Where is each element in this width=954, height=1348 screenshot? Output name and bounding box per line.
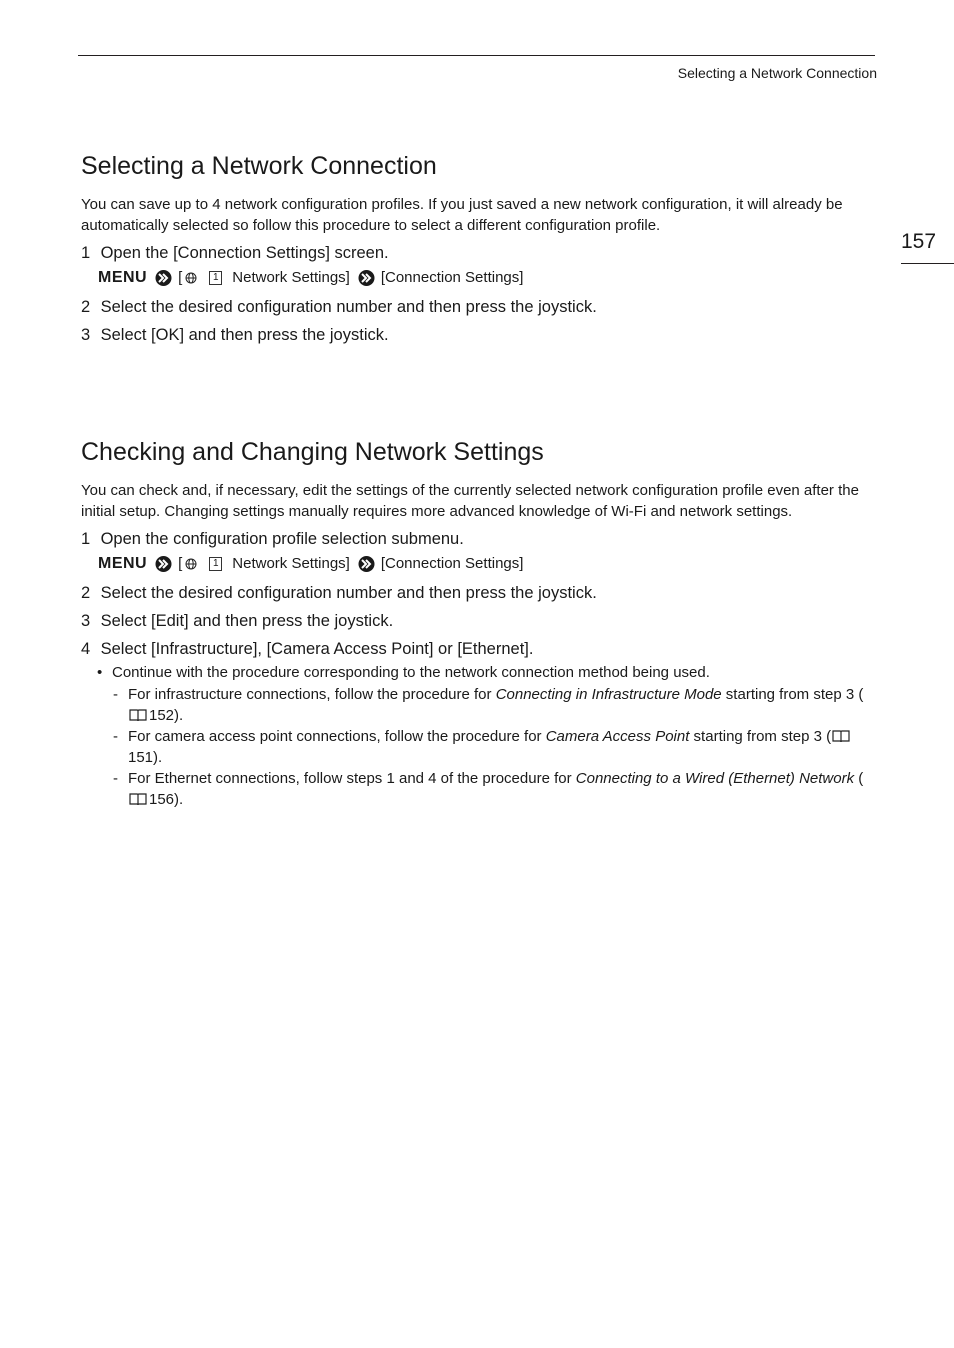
- running-title: Selecting a Network Connection: [677, 65, 877, 81]
- header-rule: [78, 55, 875, 56]
- section-intro: You can check and, if necessary, edit the settings of the currently selected network configuration profile even after the initial setup. Changing settings manually requires more advanced knowledge of Wi-Fi and network settings.: [81, 482, 859, 520]
- menu-label: MENU: [98, 269, 148, 286]
- menu-item-network-settings: Network Settings]: [232, 269, 350, 286]
- double-arrow-icon: [155, 556, 172, 572]
- reference-link[interactable]: Connecting to a Wired (Ethernet) Network: [575, 770, 855, 787]
- page-number: 157: [901, 230, 937, 253]
- double-arrow-icon: [358, 270, 375, 286]
- double-arrow-icon: [155, 270, 172, 286]
- sub-item-infrastructure: - For infrastructure connections, follow the procedure for Connecting in Infrastructure Mode starting from step 3 (152).: [113, 686, 864, 724]
- sub-item-camera-access-point: - For camera access point connections, follow the procedure for Camera Access Point starting from step 3 (151).: [81, 727, 877, 768]
- step-2: 2 Select the desired configuration number and then press the joystick.: [81, 584, 597, 602]
- network-globe-icon: [185, 272, 197, 284]
- menu-page-number-box: 1: [209, 271, 222, 285]
- step-1: 1 Open the configuration profile selection submenu.: [81, 530, 464, 548]
- step-2: 2 Select the desired configuration number and then press the joystick.: [81, 298, 597, 316]
- book-icon: [832, 730, 850, 743]
- section-title: Checking and Changing Network Settings: [81, 438, 544, 466]
- network-globe-icon: [185, 558, 197, 570]
- page-reference[interactable]: 152: [149, 706, 175, 724]
- menu-path: MENU [ 1 Network Settings] [Connection Settings]: [81, 267, 877, 289]
- section-intro: You can save up to 4 network configuration profiles. If you just saved a new network configuration, it will already be automatically selected so follow this procedure to select a different configuration profile.: [81, 196, 843, 234]
- page-reference[interactable]: 156: [149, 790, 175, 808]
- section-title: Selecting a Network Connection: [81, 152, 437, 180]
- section-checking-network: [81, 437, 877, 810]
- double-arrow-icon: [358, 556, 375, 572]
- step-3: 3 Select [Edit] and then press the joystick.: [81, 612, 394, 630]
- menu-item-connection-settings: [Connection Settings]: [380, 269, 524, 286]
- book-icon: [129, 709, 147, 722]
- section-selecting-network: [81, 151, 877, 346]
- page-reference[interactable]: 151: [128, 748, 154, 766]
- reference-link[interactable]: Camera Access Point: [545, 728, 690, 745]
- page-number-rule: [901, 263, 954, 264]
- menu-item-network-settings: Network Settings]: [232, 555, 350, 572]
- reference-link[interactable]: Connecting in Infrastructure Mode: [495, 686, 722, 703]
- step-1: 1 Open the [Connection Settings] screen.: [81, 244, 389, 262]
- book-icon: [129, 793, 147, 806]
- menu-path: MENU [ 1 Network Settings] [Connection Settings]: [81, 553, 877, 575]
- step-3: 3 Select [OK] and then press the joystick.: [81, 326, 389, 344]
- menu-label: MENU: [98, 555, 148, 572]
- menu-item-connection-settings: [Connection Settings]: [380, 555, 524, 572]
- sub-item-ethernet: - For Ethernet connections, follow steps 1 and 4 of the procedure for Connecting to a Wired (Ethernet) Network (156).: [113, 770, 864, 808]
- step-4: 4 Select [Infrastructure], [Camera Access Point] or [Ethernet].: [81, 640, 534, 658]
- bullet-item: • Continue with the procedure corresponding to the network connection method being used.: [97, 664, 710, 681]
- menu-page-number-box: 1: [209, 557, 222, 571]
